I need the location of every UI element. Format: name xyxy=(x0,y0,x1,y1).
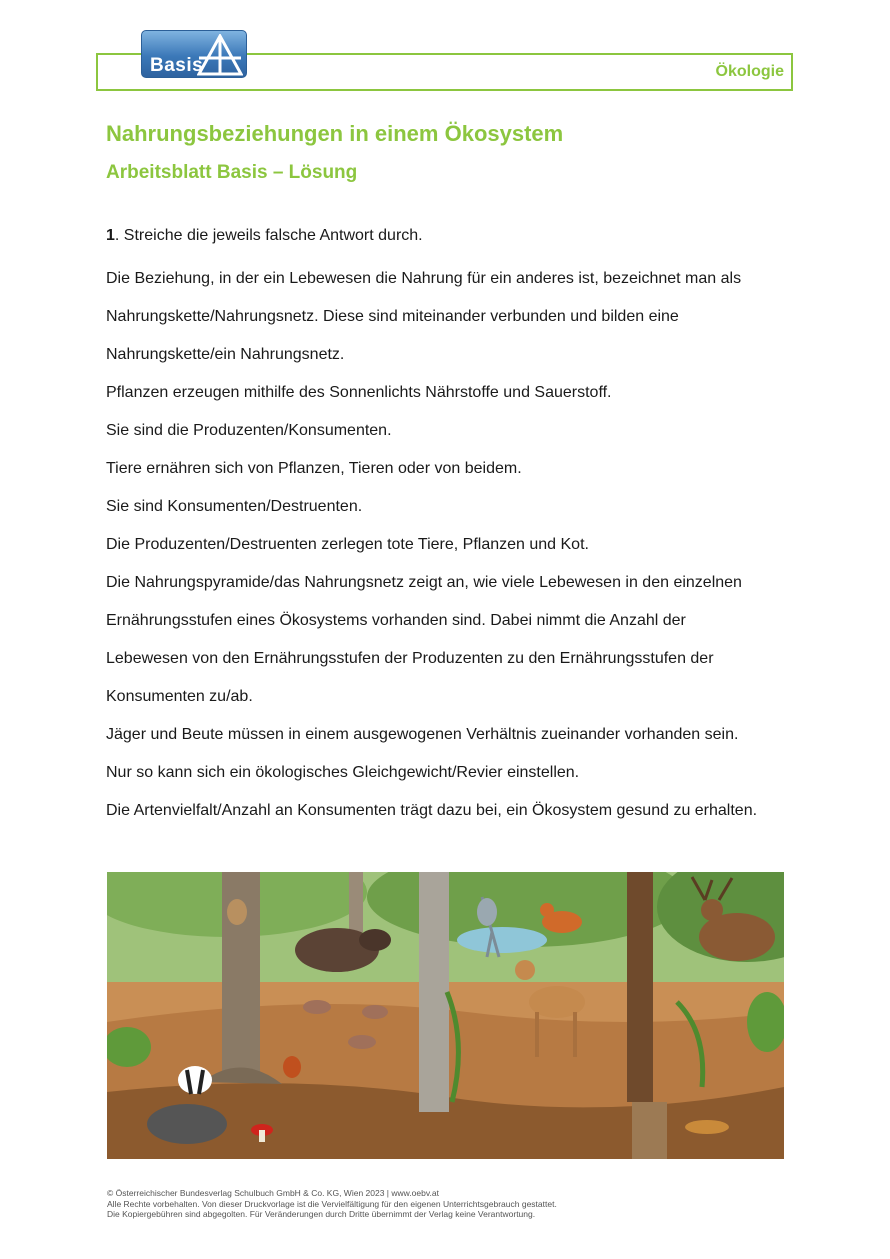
logo-text: Basis xyxy=(150,55,204,76)
text-line: Die Artenvielfalt/Anzahl an Konsumenten trägt dazu bei, ein Ökosystem gesund zu erhalten. xyxy=(106,802,758,819)
text-line: Die Beziehung, in der ein Lebewesen die Nahrung für ein anderes ist, bezeichnet man als xyxy=(106,270,742,287)
text-line: Ernährungsstufen eines Ökosystems vorhanden sind. Dabei nimmt die Anzahl der xyxy=(106,612,686,629)
page-subtitle: Arbeitsblatt Basis – Lösung xyxy=(106,162,358,183)
text-line: Konsumenten zu/ab. xyxy=(106,688,253,705)
text-line: Lebewesen von den Ernährungsstufen der Produzenten zu den Ernährungsstufen der xyxy=(106,650,714,667)
text-line: Nahrungskette/Nahrungsnetz. Diese sind miteinander verbunden und bilden eine xyxy=(106,308,679,325)
text-line: Die Nahrungspyramide/das Nahrungsnetz zeigt an, wie viele Lebewesen in den einzelnen xyxy=(106,574,742,591)
footer-liability: Die Kopiergebühren sind abgegolten. Für Veränderungen durch Dritte übernimmt der Verlag keine Verantwortung. xyxy=(107,1209,536,1219)
text-line: Jäger und Beute müssen in einem ausgewogenen Verhältnis zueinander vorhanden sein. xyxy=(106,726,739,743)
footer-copyright: © Österreichischer Bundesverlag Schulbuch GmbH & Co. KG, Wien 2023 | www.oebv.at xyxy=(107,1188,439,1198)
text-line: Tiere ernähren sich von Pflanzen, Tieren oder von beidem. xyxy=(106,460,522,477)
page-title: Nahrungsbeziehungen in einem Ökosystem xyxy=(106,121,564,146)
task-number: 1 xyxy=(106,227,115,244)
footer-rights: Alle Rechte vorbehalten. Von dieser Druckvorlage ist die Vervielfältigung für den eigenen Unterrichtsgebrauch gestattet. xyxy=(107,1198,557,1209)
task-text: . Streiche die jeweils falsche Antwort durch. xyxy=(114,227,423,244)
text-line: Sie sind Konsumenten/Destruenten. xyxy=(106,498,363,515)
text-line: Pflanzen erzeugen mithilfe des Sonnenlichts Nährstoffe und Sauerstoff. xyxy=(106,384,612,401)
text-line: Nur so kann sich ein ökologisches Gleichgewicht/Revier einstellen. xyxy=(106,764,580,781)
tree-trunk xyxy=(627,872,653,1102)
section-label: Ökologie xyxy=(715,63,784,80)
squirrel xyxy=(283,1056,301,1078)
footer xyxy=(107,1188,557,1220)
task-instruction xyxy=(106,227,423,245)
triangle-logo-icon xyxy=(197,34,243,76)
tree-stump xyxy=(632,1102,667,1159)
text-line: Sie sind die Produzenten/Konsumenten. xyxy=(106,422,392,439)
badger xyxy=(147,1104,227,1144)
text-line: Nahrungskette/ein Nahrungsnetz. xyxy=(106,346,345,363)
basis-logo xyxy=(141,30,247,78)
text-line: Die Produzenten/Destruenten zerlegen tote Tiere, Pflanzen und Kot. xyxy=(106,536,589,553)
forest-ecosystem-illustration xyxy=(107,872,784,1159)
exercise-text xyxy=(106,268,796,838)
owl xyxy=(227,899,247,925)
tree-trunk xyxy=(419,872,449,1112)
